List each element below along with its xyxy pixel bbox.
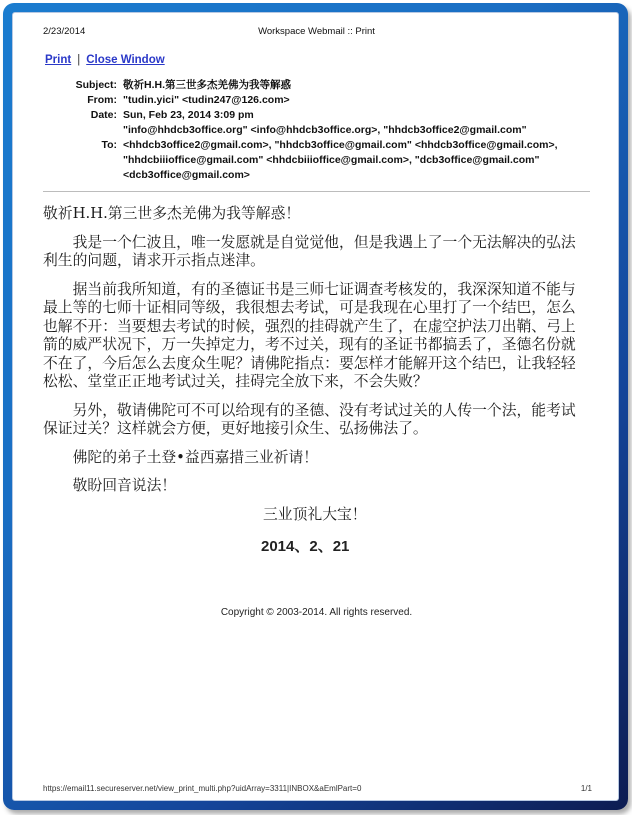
print-date: 2/23/2014 <box>43 26 86 37</box>
subject-label: Subject: <box>75 79 117 91</box>
page-title: Workspace Webmail :: Print <box>258 26 375 37</box>
letter-date: 2014、2、21 <box>261 538 350 555</box>
letter-greeting: 敬祈H.H.第三世多杰羌佛为我等解惑！ <box>43 205 301 222</box>
copyright-notice: Copyright © 2003-2014. All rights reserved. <box>220 606 413 618</box>
decorative-blue-frame <box>3 3 628 810</box>
letter-closing: 敬盼回音说法！ <box>72 477 177 494</box>
letter-signature: 佛陀的弟子土登•益西嘉措三业祈请！ <box>72 448 319 466</box>
browser-print-footer <box>43 784 592 793</box>
letter-salute: 三业顶礼大宝！ <box>263 505 367 523</box>
meta-right-spacer <box>375 26 590 37</box>
to-row <box>55 123 590 183</box>
from-row <box>55 93 590 108</box>
date-row <box>55 108 590 123</box>
subject-value: 敬祈H.H.第三世多杰羌佛为我等解惑 <box>123 79 291 91</box>
to-line: <hhdcb3office2@gmail.com>, "hhdcb3office@gmail.com" <hhdcb3office@gmail.com>, <box>123 139 558 151</box>
close-window-button[interactable]: Close Window <box>86 54 165 66</box>
page-number: 1/1 <box>580 784 592 793</box>
print-toolbar <box>45 54 590 66</box>
to-label: To: <box>101 139 117 151</box>
email-header-block <box>55 78 590 183</box>
letter-paragraph: 据当前我所知道，有的圣德证书是三师七证调查考核发的，我深深知道不能与最上等的七师十证相同等级，我很想去考试，可是我现在心里打了一个结巴，怎么也解不开：当要想去考试的时候，强烈的挂碍就产生了，在虚空护法刀出鞘、弓上箭的威严状况下，万一失掉定力，考不过关，现有的圣证书都搞丢了，圣德名份就不在了，今后怎么去度众生呢？请佛陀指点：要怎样才能解开这个结巴，让我轻轻松松、堂堂正正地考试过关，挂碍完全放下来，不会失败？ <box>43 280 576 390</box>
source-url: https://email11.secureserver.net/view_print_multi.php?uidArray=3311|INBOX&aEmlPart=0 <box>43 784 362 793</box>
letter-paragraph: 另外，敬请佛陀可不可以给现有的圣德、没有考试过关的人传一个法，能考试保证过关？这样就会方便，更好地接引众生、弘扬佛法了。 <box>43 401 576 437</box>
to-value <box>123 123 590 183</box>
from-label: From: <box>87 94 117 106</box>
subject-row <box>55 78 590 93</box>
to-line: "hhdcbiiioffice@gmail.com" <hhdcbiiioffice@gmail.com>, "dcb3office@gmail.com" <box>123 154 540 166</box>
date-label: Date: <box>90 109 117 121</box>
print-page <box>12 12 619 801</box>
from-value: "tudin.yici" <tudin247@126.com> <box>123 94 290 106</box>
header-body-divider <box>43 191 590 192</box>
date-value: Sun, Feb 23, 2014 3:09 pm <box>123 109 254 121</box>
browser-print-header <box>43 26 590 37</box>
to-line: "info@hhdcb3office.org" <info@hhdcb3office.org>, "hhdcb3office2@gmail.com" <box>123 124 527 136</box>
toolbar-separator: | <box>77 54 81 66</box>
to-line: <dcb3office@gmail.com> <box>123 169 250 181</box>
print-button[interactable]: Print <box>45 54 72 66</box>
email-body <box>43 205 590 557</box>
letter-paragraph: 我是一个仁波且，唯一发愿就是自觉觉他，但是我遇上了一个无法解决的弘法利生的问题，请求开示指点迷津。 <box>43 233 576 269</box>
